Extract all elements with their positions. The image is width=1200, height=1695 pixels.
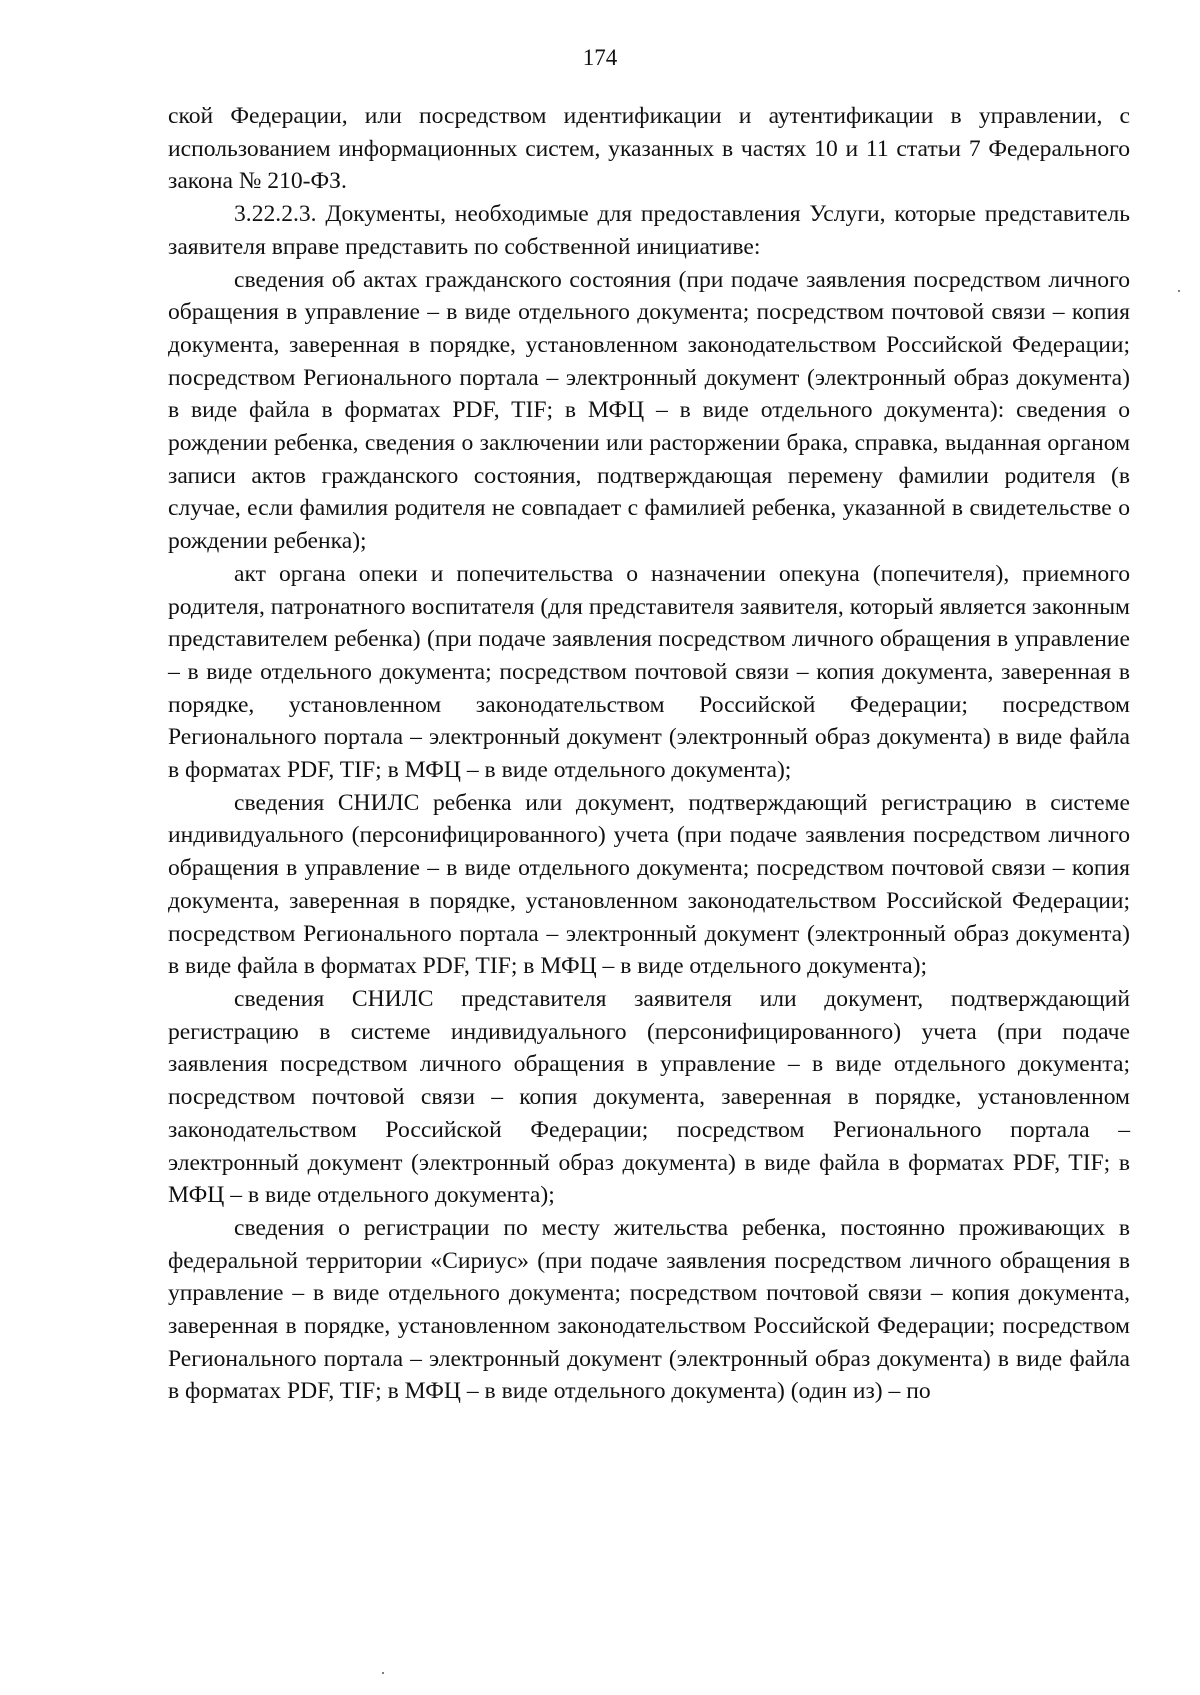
paragraph-guardianship-act: акт органа опеки и попечительства о назначении опекуна (попечителя), приемного родителя, патронатного воспитателя (для представителя заявителя, который является законным представителем ребенка) (при подаче заявления посредством личного обращения в управление – в виде отдельного документа; посредством почтовой связи – копия документа, заверенная в порядке, установленном законодательством Российской Федерации; посредством Регионального портала – электронный документ (электронный образ документа) в виде файла в форматах PDF, TIF; в МФЦ – в виде отдельного документа); <box>168 560 1130 784</box>
paragraph-civil-status-records: сведения об актах гражданского состояния (при подаче заявления посредством личного обращения в управление – в виде отдельного документа; посредством почтовой связи – копия документа, заверенная в порядке, установленном законодательством Российской Федерации; посредством Регионального портала – электронный документ (электронный образ документа) в виде файла в форматах PDF, TIF; в МФЦ – в виде отдельного документа): сведения о рождении ребенка, сведения о заключении или расторжении брака, справка, выданная органом записи актов гражданского состояния, подтверждающая перемену фамилии родителя (в случае, если фамилия родителя не совпадает с фамилией ребенка, указанной в свидетельстве о рождении ребенка); <box>168 266 1130 555</box>
paragraph-child-snils: сведения СНИЛС ребенка или документ, подтверждающий регистрацию в системе индивидуального (персонифицированного) учета (при подаче заявления посредством личного обращения в управление – в виде отдельного документа; посредством почтовой связи – копия документа, заверенная в порядке, установленном законодательством Российской Федерации; посредством Регионального портала – электронный документ (электронный образ документа) в виде файла в форматах PDF, TIF; в МФЦ – в виде отдельного документа); <box>168 789 1130 980</box>
scan-speck <box>382 1672 384 1674</box>
scan-speck <box>1178 290 1180 292</box>
paragraph-residence-registration: сведения о регистрации по месту жительства ребенка, постоянно проживающих в федеральной территории «Сириус» (при подаче заявления посредством личного обращения в управление – в виде отдельного документа; посредством почтовой связи – копия документа, заверенная в порядке, установленном законодательством Российской Федерации; посредством Регионального портала – электронный документ (электронный образ документа) в виде файла в форматах PDF, TIF; в МФЦ – в виде отдельного документа) (один из) – по <box>168 1214 1130 1405</box>
paragraph-representative-snils: сведения СНИЛС представителя заявителя или документ, подтверждающий регистрацию в системе индивидуального (персонифицированного) учета (при подаче заявления посредством личного обращения в управление – в виде отдельного документа; посредством почтовой связи – копия документа, заверенная в порядке, установленном законодательством Российской Федерации; посредством Регионального портала – электронный документ (электронный образ документа) в виде файла в форматах PDF, TIF; в МФЦ – в виде отдельного документа); <box>168 985 1130 1209</box>
document-body <box>168 100 1130 1408</box>
paragraph-section-3-22-2-3: 3.22.2.3. Документы, необходимые для предоставления Услуги, которые представитель заявителя вправе представить по собственной инициативе: <box>168 201 1130 260</box>
page-number: 174 <box>582 45 618 70</box>
paragraph-continuation: ской Федерации, или посредством идентификации и аутентификации в управлении, с использованием информационных систем, указанных в частях 10 и 11 статьи 7 Федерального закона № 210-ФЗ. <box>168 103 1130 195</box>
